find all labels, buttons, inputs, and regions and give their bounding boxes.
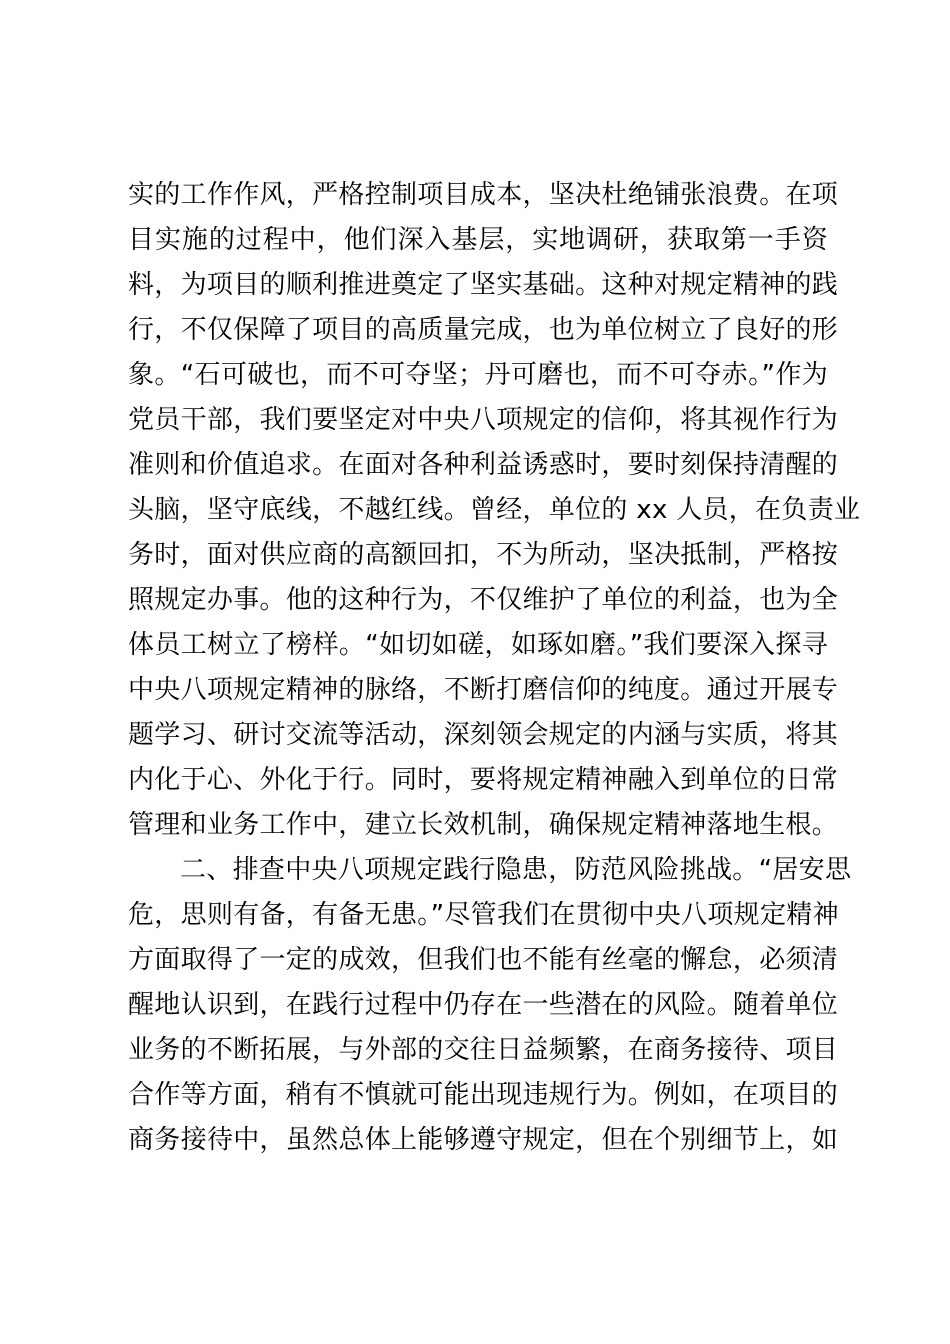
text-line: 准则和价值追求。在面对各种利益诱惑时，要时刻保持清醒的 [128,450,839,480]
text-line: 方面取得了一定的成效，但我们也不能有丝毫的懈怠，必须清 [128,945,839,975]
text-line: 中央八项规定精神的脉络，不断打磨信仰的纯度。通过开展专 [128,675,839,705]
text-line: 内化于心、外化于行。同时，要将规定精神融入到单位的日常 [128,765,839,795]
text-line: 党员干部，我们要坚定对中央八项规定的信仰，将其视作行为 [128,405,839,435]
text-line: 管理和业务工作中，建立长效机制，确保规定精神落地生根。 [128,810,839,840]
text-line: 务时，面对供应商的高额回扣，不为所动，坚决抵制，严格按 [128,540,839,570]
text-line: 行，不仅保障了项目的高质量完成，也为单位树立了良好的形 [128,315,839,345]
text-line: 醒地认识到，在践行过程中仍存在一些潜在的风险。随着单位 [128,990,839,1020]
text-line: 象。“石可破也，而不可夺坚；丹可磨也，而不可夺赤。”作为 [128,360,828,390]
section-heading-line: 二、排查中央八项规定践行隐患，防范风险挑战。“居安思 [180,855,852,885]
text-line: 体员工树立了榜样。“如切如磋，如琢如磨。”我们要深入探寻 [128,630,828,660]
text-line: 料，为项目的顺利推进奠定了坚实基础。这种对规定精神的践 [128,270,839,300]
text-line: 业务的不断拓展，与外部的交往日益频繁，在商务接待、项目 [128,1035,839,1065]
text-line: 头脑，坚守底线，不越红线。曾经，单位的 xx 人员，在负责业 [128,495,861,525]
text-line: 目实施的过程中，他们深入基层，实地调研，获取第一手资 [128,225,828,255]
text-line: 合作等方面，稍有不慎就可能出现违规行为。例如，在项目的 [128,1080,839,1110]
text-line: 照规定办事。他的这种行为，不仅维护了单位的利益，也为全 [128,585,839,615]
text-line: 题学习、研讨交流等活动，深刻领会规定的内涵与实质，将其 [128,720,839,750]
text-line: 实的工作作风，严格控制项目成本，坚决杜绝铺张浪费。在项 [128,180,839,210]
text-line: 商务接待中，虽然总体上能够遵守规定，但在个别细节上，如 [128,1125,839,1155]
text-line: 危，思则有备，有备无患。”尽管我们在贯彻中央八项规定精神 [128,900,839,930]
